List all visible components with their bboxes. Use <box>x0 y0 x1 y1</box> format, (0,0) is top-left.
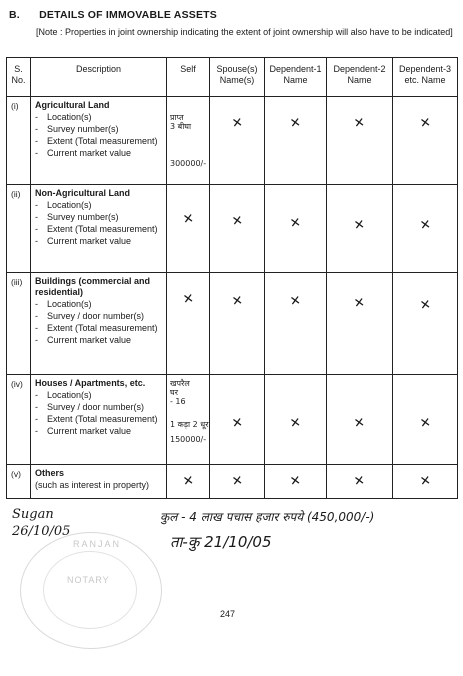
row-title: Others <box>35 468 65 478</box>
cross-mark: ✕ <box>230 415 244 432</box>
dependent-1-cell <box>265 185 327 273</box>
header-dependent-2: Dependent-2 Name <box>327 58 393 97</box>
list-item: - Location(s) <box>35 112 166 123</box>
dependent-2-cell <box>327 97 393 185</box>
cross-mark: ✕ <box>353 115 366 132</box>
section-note: [Note : Properties in joint ownership indicating the extent of joint ownership will also have to be indicated] <box>36 27 453 37</box>
cross-mark: ✕ <box>230 293 244 310</box>
cross-mark: ✕ <box>181 473 195 490</box>
signature-date: 26/10/05 <box>12 524 71 539</box>
cross-mark: ✕ <box>230 473 244 490</box>
handwritten-entry: 3 बीघा <box>170 122 192 131</box>
table-row <box>7 465 458 499</box>
list-item: - Survey number(s) <box>35 212 166 223</box>
list-item: - Location(s) <box>35 390 166 401</box>
self-cell <box>167 465 210 499</box>
spouse-cell <box>210 465 265 499</box>
row-description <box>31 97 167 185</box>
seal-top-text: RANJAN <box>73 539 122 549</box>
self-cell <box>167 273 210 375</box>
spouse-cell <box>210 375 265 465</box>
list-item: - Extent (Total measurement) <box>35 323 166 334</box>
table-header-row <box>7 58 458 97</box>
cross-mark: ✕ <box>353 473 366 490</box>
dependent-3-cell <box>393 185 458 273</box>
list-item: - Extent (Total measurement) <box>35 136 166 147</box>
list-item: - Current market value <box>35 335 166 346</box>
table-row <box>7 273 458 375</box>
dependent-1-cell <box>265 465 327 499</box>
handwritten-entry: प्राप्त <box>170 113 184 122</box>
cross-mark: ✕ <box>418 415 432 432</box>
dependent-1-cell <box>265 97 327 185</box>
dependent-3-cell <box>393 273 458 375</box>
handwritten-entry: घर <box>170 388 178 397</box>
spouse-cell <box>210 273 265 375</box>
list-item: - Survey / door number(s) <box>35 311 166 322</box>
cross-mark: ✕ <box>289 415 302 432</box>
row-description <box>31 185 167 273</box>
section-number: B. <box>9 9 20 21</box>
cross-mark: ✕ <box>418 217 432 234</box>
list-item: - Survey number(s) <box>35 124 166 135</box>
row-title: Buildings (commercial and residential) <box>35 276 151 297</box>
total-value-note: कुल - 4 लाख पचास हजार रुपये (450,000/-) <box>160 510 375 524</box>
cross-mark: ✕ <box>289 293 302 310</box>
list-item: - Extent (Total measurement) <box>35 414 166 425</box>
dependent-2-cell <box>327 465 393 499</box>
cross-mark: ✕ <box>289 473 302 490</box>
cross-mark: ✕ <box>418 473 432 490</box>
header-spouse: Spouse(s) Name(s) <box>210 58 265 97</box>
row-description <box>31 465 167 499</box>
dependent-2-cell <box>327 273 393 375</box>
row-description <box>31 273 167 375</box>
list-item: - Survey / door number(s) <box>35 402 166 413</box>
self-cell <box>167 97 210 185</box>
immovable-assets-table <box>6 57 458 499</box>
dependent-1-cell <box>265 375 327 465</box>
cross-mark: ✕ <box>353 217 366 234</box>
row-title: Non-Agricultural Land <box>35 188 130 198</box>
list-item: - Current market value <box>35 236 166 247</box>
row-title: Houses / Apartments, etc. <box>35 378 146 388</box>
header-dependent-1: Dependent-1 Name <box>265 58 327 97</box>
self-cell <box>167 375 210 465</box>
list-item: - Location(s) <box>35 299 166 310</box>
handwritten-entry: 300000/- <box>170 159 207 168</box>
header-description: Description <box>31 58 167 97</box>
cross-mark: ✕ <box>181 291 195 308</box>
spouse-cell <box>210 97 265 185</box>
row-sno: (v) <box>7 465 31 499</box>
cross-mark: ✕ <box>181 211 195 228</box>
cross-mark: ✕ <box>418 297 432 314</box>
row-sno: (iv) <box>7 375 31 465</box>
section-title: DETAILS OF IMMOVABLE ASSETS <box>39 9 218 21</box>
dependent-3-cell <box>393 465 458 499</box>
dependent-1-cell <box>265 273 327 375</box>
table-row <box>7 97 458 185</box>
handwritten-entry: 1 कड़ा 2 धूर <box>170 420 209 429</box>
header-sno: S. No. <box>7 58 31 97</box>
page-number: 247 <box>220 609 236 619</box>
signature: Sugan <box>12 507 54 522</box>
dependent-3-cell <box>393 97 458 185</box>
handwritten-entry: 150000/- <box>170 435 207 444</box>
section-heading <box>9 9 217 21</box>
row-description <box>31 375 167 465</box>
self-cell <box>167 185 210 273</box>
dependent-2-cell <box>327 185 393 273</box>
spouse-cell <box>210 185 265 273</box>
total-value-note-2: ता-कु 21/10/05 <box>170 533 272 551</box>
table-row <box>7 185 458 273</box>
table-row <box>7 375 458 465</box>
handwritten-entry: खपरैल <box>170 379 190 388</box>
cross-mark: ✕ <box>418 115 432 132</box>
row-title: Agricultural Land <box>35 100 110 110</box>
cross-mark: ✕ <box>289 115 302 132</box>
list-item: - Extent (Total measurement) <box>35 224 166 235</box>
dependent-2-cell <box>327 375 393 465</box>
row-subtitle: (such as interest in property) <box>35 480 150 490</box>
cross-mark: ✕ <box>289 215 302 232</box>
header-dependent-3: Dependent-3 etc. Name <box>393 58 458 97</box>
row-sno: (iii) <box>7 273 31 375</box>
cross-mark: ✕ <box>353 415 366 432</box>
header-self: Self <box>167 58 210 97</box>
cross-mark: ✕ <box>230 213 244 230</box>
list-item: - Current market value <box>35 148 166 159</box>
list-item: - Current market value <box>35 426 166 437</box>
row-sno: (i) <box>7 97 31 185</box>
notary-seal <box>20 532 162 649</box>
cross-mark: ✕ <box>230 115 244 132</box>
seal-inner-ring <box>43 551 137 629</box>
list-item: - Location(s) <box>35 200 166 211</box>
cross-mark: ✕ <box>353 295 366 312</box>
seal-center-text: NOTARY <box>67 575 110 585</box>
dependent-3-cell <box>393 375 458 465</box>
handwritten-entry: - 16 <box>170 397 186 406</box>
row-sno: (ii) <box>7 185 31 273</box>
